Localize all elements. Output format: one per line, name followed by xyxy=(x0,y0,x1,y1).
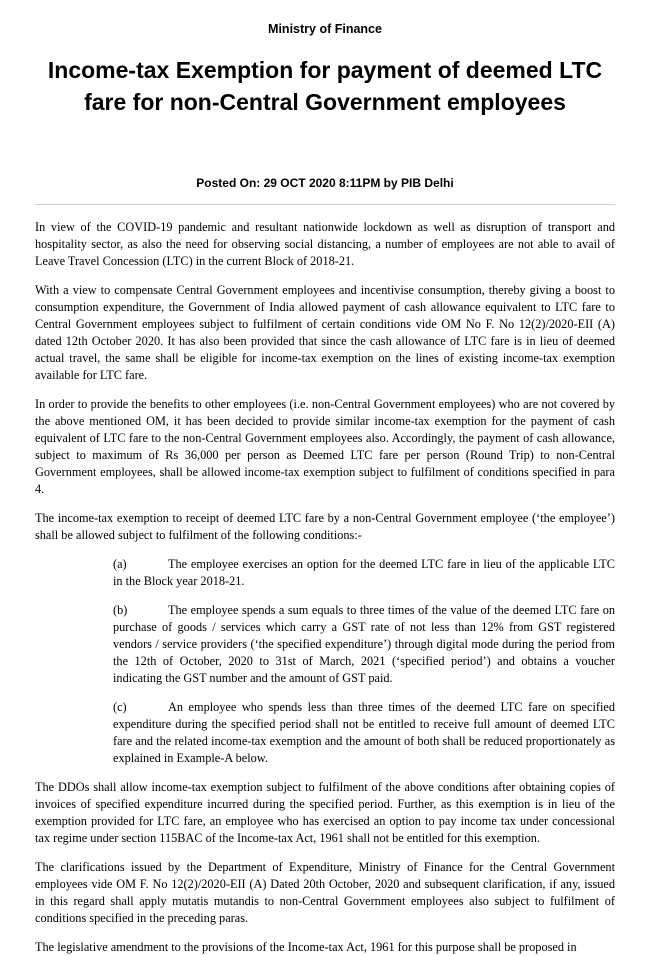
condition-item-b xyxy=(113,602,615,687)
paragraph-clarifications: The clarifications issued by the Department of Expenditure, Ministry of Finance for the Central Government employees vide OM F. No 12(2)/2020-EII (A) Dated 20th October, 2020 and subsequent clarification, if any, issued in this regard shall apply mutatis mutandis to non-Central Government employees also subject to fulfilment of conditions specified in the preceding paras. xyxy=(35,860,615,926)
paragraph-conditions-intro: The income-tax exemption to receipt of deemed LTC fare by a non-Central Government employee (‘the employee’) shall be allowed subject to fulfilment of the following conditions:- xyxy=(35,511,615,543)
paragraph-non-central-benefit: In order to provide the benefits to other employees (i.e. non-Central Government employees) who are not covered by the above mentioned OM, it has been decided to provide similar income-tax exemption for the payment of cash equivalent of LTC fare to the non-Central Government employees also. Accordingly, the payment of cash allowance, subject to maximum of Rs 36,000 per person as Deemed LTC fare per person (Round Trip) to non-Central Government employees, shall be allowed income-tax exemption subject to fulfilment of conditions specified in para 4. xyxy=(35,397,615,497)
document-body xyxy=(35,219,615,956)
page-title: Income-tax Exemption for payment of deemed LTC fare for non-Central Government employees xyxy=(47,57,603,116)
paragraph-ddo-exemption: The DDOs shall allow income-tax exemption subject to fulfilment of the above conditions after obtaining copies of invoices of specified expenditure incurred during the specified period. Further, as this exemption is in lieu of the exemption provided for LTC fare, an employee who has exercised an option to pay income tax under concessional tax regime under section 115BAC of the Income-tax Act, 1961 shall not be entitled for this exemption. xyxy=(35,780,615,846)
paragraph-intro-covid: In view of the COVID-19 pandemic and resultant nationwide lockdown as well as disruption of transport and hospitality sector, as also the need for observing social distancing, a number of employees are not able to avail of Leave Travel Concession (LTC) in the current Block of 2018-21. xyxy=(35,220,615,269)
condition-label: (a) xyxy=(113,557,127,572)
ministry-name: Ministry of Finance xyxy=(268,22,382,36)
condition-text: An employee who spends less than three times of the deemed LTC fare on specified expenditure during the specified period shall not be entitled to receive full amount of deemed LTC fare and the related income-tax exemption and the amount of both shall be reduced proportionately as explained in Example-A below. xyxy=(113,700,615,766)
posted-on-line: Posted On: 29 OCT 2020 8:11PM by PIB Delhi xyxy=(196,176,454,191)
condition-text: The employee spends a sum equals to three times of the value of the deemed LTC fare on purchase of goods / services which carry a GST rate of not less than 12% from GST registered vendors / service providers (‘the specified expenditure’) through digital mode during the period from the 12th of October, 2020 to 31st of March, 2021 (‘specified period’) and obtains a voucher indicating the GST number and the amount of GST paid. xyxy=(113,603,615,686)
condition-label: (b) xyxy=(113,603,128,618)
paragraph-legislative-amendment: The legislative amendment to the provisions of the Income-tax Act, 1961 for this purpose shall be proposed in xyxy=(35,940,577,955)
header-divider xyxy=(35,204,615,205)
condition-label: (c) xyxy=(113,700,127,715)
condition-item-a xyxy=(113,556,615,590)
paragraph-central-govt-allowance: With a view to compensate Central Government employees and incentivise consumption, thereby giving a boost to consumption expenditure, the Government of India allowed payment of cash allowance equivalent to LTC fare to Central Government employees subject to fulfilment of certain conditions vide OM No F. No 12(2)/2020-EII (A) dated 12th October 2020. It has also been provided that since the cash allowance of LTC fare is in lieu of deemed actual travel, the same shall be eligible for income-tax exemption on the lines of existing income-tax exemption available for LTC fare. xyxy=(35,283,615,383)
condition-text: The employee exercises an option for the deemed LTC fare in lieu of the applicable LTC in the Block year 2018-21. xyxy=(113,557,615,589)
condition-item-c xyxy=(113,699,615,767)
